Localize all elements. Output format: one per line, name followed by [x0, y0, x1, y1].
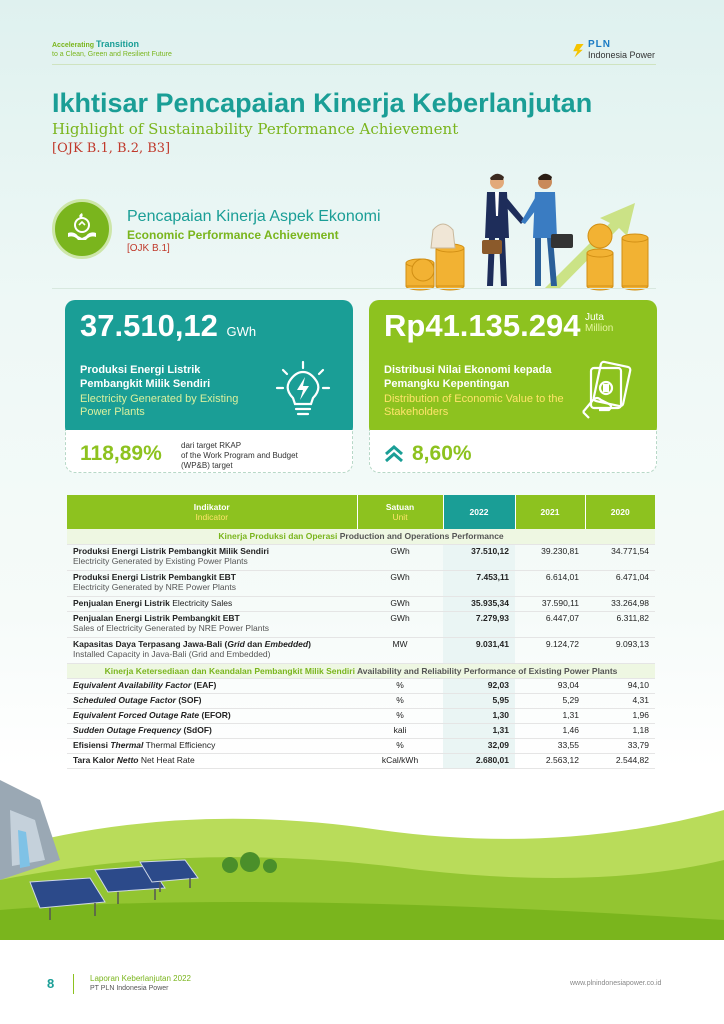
pln-logo [572, 40, 655, 61]
energy-card [65, 300, 353, 437]
page-title: Ikhtisar Pencapaian Kinerja Keberlanjutan [52, 88, 593, 118]
economic-growth-pct: 8,60% [412, 442, 472, 465]
double-chevron-up-icon [384, 444, 404, 464]
performance-table [67, 495, 655, 769]
energy-target-box [65, 430, 353, 473]
section-title: Pencapaian Kinerja Aspek Ekonomi [127, 208, 381, 225]
energy-note-en: of the Work Program and Budget (WP&B) target [181, 451, 298, 470]
table-row: Sudden Outage Frequency (SdOF) kali 1,31 1,46 1,18 [67, 723, 655, 738]
section-subtitle: Economic Performance Achievement [127, 228, 339, 242]
economy-hands-icon [52, 199, 112, 259]
energy-unit: GWh [226, 324, 257, 339]
economic-label-id: Distribusi Nilai Ekonomi kepada Pemangku Kepentingan [384, 364, 552, 390]
table-row: Produksi Energi Listrik Pembangkit Milik Sendiri Electricity Generated by Existing Power Plants GWh 37.510,12 39.230,81 34.771,54 [67, 544, 655, 570]
economic-unit [585, 312, 613, 334]
table-row: Tara Kalor Netto Net Heat Rate kCal/kWh 2.680,01 2.563,12 2.544,82 [67, 753, 655, 768]
table-row: Scheduled Outage Factor (SOF) % 5,95 5,29 4,31 [67, 693, 655, 708]
economic-label-en: Distribution of Economic Value to the Stakeholders [384, 393, 564, 418]
table-row: Produksi Energi Listrik Pembangkit EBT Electricity Generated by NRE Power Plants GWh 7.453,11 6.614,01 6.471,04 [67, 570, 655, 596]
economic-growth-box [369, 430, 657, 473]
energy-target-note [181, 441, 321, 471]
tagline-prefix: Accelerating [52, 42, 95, 49]
header-unit: Satuan Unit [357, 495, 443, 529]
energy-label-en: Electricity Generated by Existing Power Plants [80, 393, 239, 418]
page-ref: [OJK B.1, B.2, B3] [52, 141, 171, 156]
header-2021: 2021 [515, 495, 585, 529]
page-subtitle: Highlight of Sustainability Performance Achievement [52, 120, 459, 138]
energy-note-id: dari target RKAP [181, 441, 242, 450]
table-row: Kapasitas Daya Terpasang Jawa-Bali (Grid dan Embedded) Installed Capacity in Java-Bali (Grid and Embedded) MW 9.031,41 9.124,72 9.093,13 [67, 637, 655, 663]
energy-target-pct: 118,89% [80, 442, 162, 465]
economic-unit-id: Juta [585, 312, 604, 323]
footer-divider [73, 974, 74, 994]
section-ref: [OJK B.1] [127, 243, 170, 254]
header-2022: 2022 [443, 495, 515, 529]
economic-unit-en: Million [585, 323, 614, 334]
group-row-availability: Kinerja Ketersediaan dan Keandalan Pembangkit Milik Sendiri Availability and Reliability Performance of Existing Power Plants [67, 663, 655, 678]
header-2020: 2020 [585, 495, 655, 529]
group-row-production: Kinerja Produksi dan Operasi Production and Operations Performance [67, 529, 655, 544]
lightbulb-bolt-icon [275, 360, 331, 420]
table-header-row [67, 495, 655, 529]
logo-pln: PLN [588, 39, 611, 50]
table-row: Penjualan Energi Listrik Electricity Sales GWh 35.935,34 37.590,11 33.264,98 [67, 596, 655, 611]
tagline [52, 40, 172, 59]
tagline-big: Transition [95, 39, 139, 49]
tagline-sub: to a Clean, Green and Resilient Future [52, 51, 172, 58]
logo-company: Indonesia Power [588, 50, 656, 60]
economic-value: Rp41.135.294 [384, 308, 581, 343]
footer-url[interactable]: www.plnindonesiapower.co.id [570, 980, 662, 987]
energy-label-id: Produksi Energi Listrik Pembangkit Milik Sendiri [80, 364, 211, 390]
header-divider [52, 64, 656, 65]
handshake-illustration [395, 168, 695, 298]
energy-value-line [80, 308, 256, 344]
economic-card [369, 300, 657, 437]
landscape-illustration [0, 770, 724, 940]
footer-report-title: Laporan Keberlanjutan 2022 [90, 974, 191, 983]
cash-hand-icon [579, 360, 635, 420]
header-indicator: Indikator Indicator [67, 495, 357, 529]
table-row: Efisiensi Thermal Thermal Efficiency % 32,09 33,55 33,79 [67, 738, 655, 753]
lightning-logo-icon [572, 44, 584, 58]
table-row: Equivalent Forced Outage Rate (EFOR) % 1,30 1,31 1,96 [67, 708, 655, 723]
footer-company: PT PLN Indonesia Power [90, 985, 169, 992]
energy-value: 37.510,12 [80, 308, 218, 343]
table-row: Equivalent Availability Factor (EAF) % 92,03 93,04 94,10 [67, 678, 655, 693]
page-number: 8 [47, 976, 55, 991]
section-divider [52, 288, 656, 289]
table-row: Penjualan Energi Listrik Pembangkit EBT Sales of Electricity Generated by NRE Power Plants GWh 7.279,93 6.447,07 6.311,82 [67, 611, 655, 637]
